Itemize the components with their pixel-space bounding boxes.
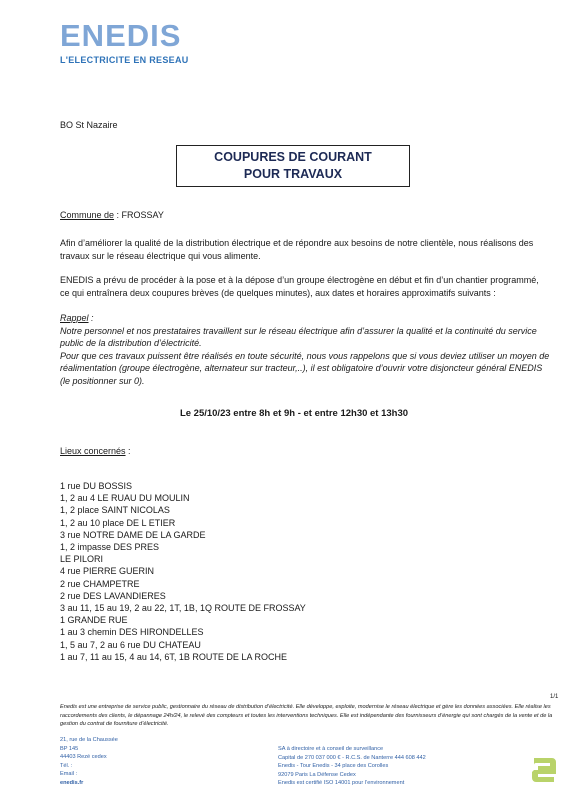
footer-address-left	[60, 736, 118, 788]
website-link[interactable]: enedis.fr	[60, 779, 84, 786]
rappel-line-2: Pour que ces travaux puissent être réalisés en toute sécurité, nous vous rappelons que si vous deviez utiliser un moyen de réalimentation (groupe électrogène, alternateur sur tracteur,..), il est obligatoire d’ouvrir votre disjoncteur général ENEDIS (le positionner sur 0).	[60, 350, 550, 386]
rappel-section	[60, 312, 552, 387]
commune-label: Commune de	[60, 210, 115, 220]
list-item: 1 au 3 chemin DES HIRONDELLES	[60, 627, 204, 638]
list-item: 1, 2 impasse DES PRES	[60, 542, 160, 553]
lieux-list	[60, 480, 306, 663]
list-item: LE PILORI	[60, 554, 104, 565]
list-item: 1, 2 au 10 place DE L ETIER	[60, 517, 176, 528]
address-line: 44403 Rezé cedex	[60, 754, 107, 761]
list-item: 3 rue NOTRE DAME DE LA GARDE	[60, 529, 206, 540]
rappel-line-1: Notre personnel et nos prestataires travaillent sur le réseau électrique afin d’assurer la qualité et la continuité du service public de la distribution d’électricité.	[60, 325, 537, 348]
legal-line: 92079 Paris La Défense Cedex	[278, 771, 356, 778]
list-item: 1 GRANDE RUE	[60, 615, 128, 626]
enedis-logo: ENEDIS	[60, 18, 182, 53]
commune-line	[60, 210, 164, 220]
list-item: 1, 2 place SAINT NICOLAS	[60, 505, 170, 516]
list-item: 1, 2 au 4 LE RUAU DU MOULIN	[60, 493, 190, 504]
list-item: 1 au 7, 11 au 15, 4 au 14, 6T, 1B ROUTE DE LA ROCHE	[60, 651, 287, 662]
notice-title-line1: COUPURES DE COURANT	[214, 150, 372, 164]
agency-name: BO St Nazaire	[60, 120, 118, 130]
address-line: BP 145	[60, 745, 79, 752]
enedis-tagline: L'ELECTRICITE EN RESEAU	[60, 55, 189, 65]
address-line: Tél. :	[60, 762, 73, 769]
list-item: 1 rue DU BOSSIS	[60, 481, 133, 491]
list-item: 3 au 11, 15 au 19, 2 au 22, 1T, 1B, 1Q ROUTE DE FROSSAY	[60, 603, 306, 614]
legal-line: Enedis - Tour Enedis - 34 place des Corolles	[278, 763, 389, 770]
address-line: Email :	[60, 771, 78, 778]
footer-description: Enedis est une entreprise de service public, gestionnaire du réseau de distribution d’électricité. Elle développe, exploite, modernise le réseau électrique et gère les données associées. Elle réalise les raccordements des clients, le dépannage 24h/24, le relevé des compteurs et toutes les interventions techniques. Elle est indépendante des fournisseurs d’énergie qui sont chargés de la vente et de la gestion du contrat de fourniture d’électricité.	[60, 704, 553, 727]
footer-address-right	[278, 745, 426, 788]
list-item: 4 rue PIERRE GUERIN	[60, 566, 155, 577]
generator-paragraph: ENEDIS a prévu de procéder à la pose et à la dépose d’un groupe électrogène en début et fin d’un chantier programmé, ce qui entraînera deux coupures brèves (de quelques minutes), aux dates et horaires approximatifs suivants :	[60, 275, 539, 298]
legal-line: Capital de 270 037 000 € - R.C.S. de Nanterre 444 608 442	[278, 754, 426, 761]
list-item: 1, 5 au 7, 2 au 6 rue DU CHATEAU	[60, 639, 201, 650]
enedis-mark-icon	[528, 754, 558, 786]
lieux-label: Lieux concernés	[60, 446, 126, 456]
rappel-label: Rappel	[60, 313, 89, 323]
lieux-label-suffix: :	[125, 446, 131, 456]
notice-title-line2: POUR TRAVAUX	[243, 167, 343, 181]
address-line: 21, rue de la Chaussée	[60, 737, 118, 743]
rappel-label-suffix: :	[88, 313, 94, 323]
commune-value: : FROSSAY	[114, 210, 164, 220]
outage-dates: Le 25/10/23 entre 8h et 9h - et entre 12h30 et 13h30	[179, 408, 409, 419]
page-number: 1/1	[550, 694, 559, 700]
legal-line: SA à directoire et à conseil de surveillance	[278, 746, 384, 752]
list-item: 2 rue DES LAVANDIERES	[60, 590, 166, 601]
notice-title-box	[176, 145, 410, 187]
lieux-heading	[60, 446, 131, 456]
list-item: 2 rue CHAMPETRE	[60, 578, 140, 589]
legal-line: Enedis est certifié ISO 14001 pour l’environnement	[278, 780, 405, 787]
intro-paragraph: Afin d’améliorer la qualité de la distribution électrique et de répondre aux besoins de notre clientèle, nous réalisons des travaux sur le réseau électrique qui vous alimente.	[60, 238, 534, 261]
